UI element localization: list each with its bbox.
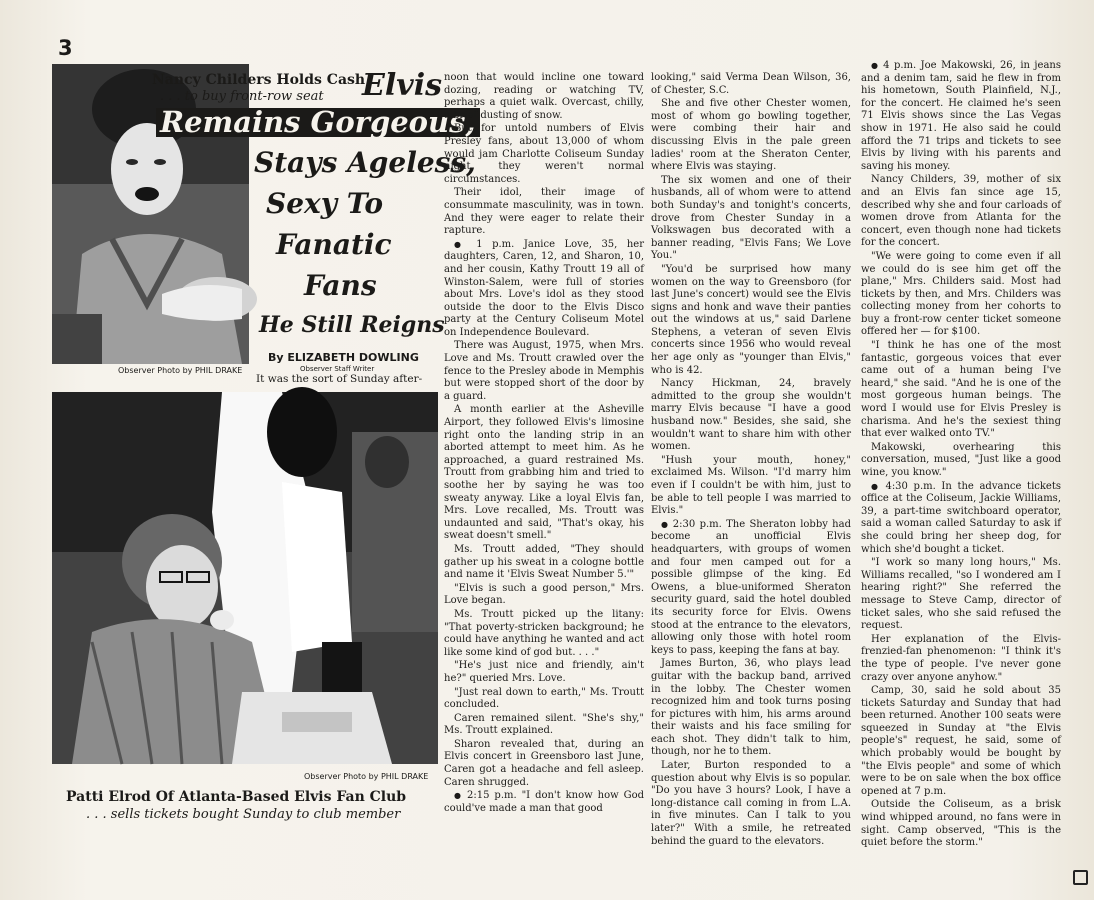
photo2-credit: Observer Photo by PHIL DRAKE: [304, 772, 429, 781]
headline-line-3: Stays Ageless,: [254, 146, 476, 179]
article-paragraph: Nancy Hickman, 24, bravely admitted to the group she wouldn't marry Elvis because "I have a good husband now." Besides, she said, she wouldn't want to share him with other women.: [651, 378, 851, 453]
article-paragraph: A month earlier at the Asheville Airport, they followed Elvis's limosine right onto the landing strip in an aborted attempt to meet him. As he approached, a guard restrained Ms. Troutt from grabbing him and tried to soothe her by saying he was too sweaty anyway. Like a loyal Elvis fan, Mrs. Love recalled, Ms. Troutt was undaunted and said, "That's okay, his sweat doesn't smell.": [444, 404, 644, 542]
article-paragraph: Camp, 30, said he sold about 35 tickets Saturday and Sunday that had been returned. Another 100 seats were squeezed in Sunday at "the Elvis people's" request, he said, some of which probably would be bought by "the Elvis people" and some of which were to be on sale when the box office opened at 7 p.m.: [861, 685, 1061, 797]
photo1-credit: Observer Photo by PHIL DRAKE: [118, 366, 243, 375]
headline-line-7: He Still Reigns: [259, 312, 445, 338]
article-paragraph: "I work so many long hours," Ms. Williams recalled, "so I wondered am I hearing right?" She referred the message to Steve Camp, director of ticket sales, who she said refused the request.: [861, 557, 1061, 632]
article-paragraph: ● 4 p.m. Joe Makowski, 26, in jeans and a denim tam, said he flew in from his hometown, South Plainfield, N.J., for the concert. He claimed he's seen 71 Elvis shows since the Las Vegas show in 1971. He also said he could afford the 71 trips and tickets to see Elvis by living with his parents and saving his money.: [861, 60, 1061, 173]
headline-line-2: Remains Gorgeous,: [156, 108, 480, 137]
article-paragraph: "Hush your mouth, honey," exclaimed Ms. Wilson. "I'd marry him even if I couldn't be with him, just to be able to tell people I was married to Elvis.": [651, 454, 851, 517]
article-paragraph: "I think he has one of the most fantastic, gorgeous voices that ever came out of a human being I've heard," she said. "And he is one of the most gorgeous human beings. The word I would use for Elvis Presley is charisma. And he's the sexiest thing that ever walked onto TV.": [861, 340, 1061, 440]
article-paragraph: Her explanation of the Elvis-frenzied-fan phenomenon: "I think it's the type of people. I've never gone crazy over anyone anyhow.": [861, 633, 1061, 683]
article-column-3: [861, 60, 1061, 849]
lede-line: It was the sort of Sunday after-: [256, 373, 423, 385]
article-paragraph: But for untold numbers of Elvis Presley fans, about 13,000 of whom would jam Charlotte Coliseum Sunday night, they weren't normal circumstances.: [444, 123, 644, 185]
article-paragraph: ● 2:15 p.m. "I don't know how God could've made a man that good: [444, 790, 644, 815]
article-paragraph: noon that would incline one toward dozing, reading or watching TV, perhaps a quiet walk. Overcast, chilly, a brief dusting of snow.: [444, 72, 644, 121]
photo-caption-italic: . . . sells tickets bought Sunday to club member: [86, 807, 401, 822]
article-column-1: [444, 72, 644, 842]
article-paragraph: There was August, 1975, when Mrs. Love and Ms. Troutt crawled over the fence to the Presley abode in Memphis but were stopped short of the door by a guard.: [444, 340, 644, 402]
headline-line-1: Elvis: [362, 68, 442, 103]
article-paragraph: "He's just nice and friendly, ain't he?" queried Mrs. Love.: [444, 660, 644, 684]
article-paragraph: Sharon revealed that, during an Elvis concert in Greensboro last June, Caren got a headache and fell asleep. Caren shrugged.: [444, 738, 644, 788]
article-paragraph: ● 1 p.m. Janice Love, 35, her daughters, Caren, 12, and Sharon, 10, and her cousin, Kathy Troutt 19 all of Winston-Salem, were full of stories about Mrs. Love's idol as they stood outside the door to the Elvis Disco party at the Century Coliseum Motel on Independence Boulevard.: [444, 239, 644, 340]
kicker-bold: Nancy Childers Holds Cash: [152, 72, 366, 88]
article-paragraph: She and five other Chester women, most of whom go bowling together, were combing their hair and discussing Elvis in the pale green ladies' room at the Sheraton Center, where Elvis was staying.: [651, 98, 851, 173]
byline: By ELIZABETH DOWLING: [268, 351, 419, 364]
article-paragraph: "Elvis is such a good person," Mrs. Love began.: [444, 582, 644, 607]
headline-line-5: Fanatic: [276, 228, 392, 261]
photo-patti-elrod: [52, 392, 438, 764]
article-paragraph: "Just real down to earth," Ms. Troutt concluded.: [444, 686, 644, 711]
article-paragraph: James Burton, 36, who plays lead guitar with the backup band, arrived in the lobby. The Chester women recognized him and took turns posing for pictures with him, his arms around their waists and his face smiling for each shot. They didn't talk to him, though, nor he to them.: [651, 658, 851, 758]
byline-title: Observer Staff Writer: [300, 365, 375, 373]
headline-line-6: Fans: [304, 269, 377, 302]
corner-mark-icon: [1073, 870, 1088, 885]
article-paragraph: The six women and one of their husbands, all of whom were to attend both Sunday's and tonight's concerts, drove from Chester Sunday in a Volkswagen bus decorated with a banner reading, "Elvis Fans; We Love You.": [651, 174, 851, 262]
article-paragraph: ● 4:30 p.m. In the advance tickets office at the Coliseum, Jackie Williams, 39, a part-time switchboard operator, said a woman called Saturday to ask if she could bring her sheep dog, for which she'd bought a ticket.: [861, 481, 1061, 557]
article-paragraph: "You'd be surprised how many women on the way to Greensboro (for last June's concert) would see the Elvis signs and honk and wave their panties out the windows at us," said Darlene Stephens, a veteran of seven Elvis concerts since 1956 who would reveal her age only as "younger than Elvis," who is 42.: [651, 263, 851, 376]
headline-line-4: Sexy To: [266, 187, 384, 220]
article-paragraph: Their idol, their image of consummate masculinity, was in town. And they were eager to relate their rapture.: [444, 187, 644, 237]
kicker-italic: . . . to buy front-row seat: [160, 89, 324, 104]
article-column-2: [651, 72, 851, 847]
article-paragraph: Makowski, overhearing this conversation, mused, "Just like a good wine, you know.": [861, 441, 1061, 478]
article-paragraph: "We were going to come even if all we could do is see him get off the plane," Mrs. Childers said. Most had tickets by then, and Mrs. Childers was collecting money from her cohorts to buy a front-row center ticket someone offered her — for $100.: [861, 250, 1061, 338]
article-paragraph: Ms. Troutt added, "They should gather up his sweat in a cologne bottle and name it 'Elvis Sweat Number 5.'": [444, 543, 644, 581]
article-paragraph: ● 2:30 p.m. The Sheraton lobby had become an unofficial Elvis headquarters, with groups of women and four men camped out for a possible glimpse of the king. Ed Owens, a blue-uniformed Sheraton security guard, said the hotel doubled its security force for Elvis. Owens stood at the entrance to the elevators, allowing only those with hotel room keys to pass, keeping the fans at bay.: [651, 519, 851, 658]
article-paragraph: Caren remained silent. "She's shy," Ms. Troutt explained.: [444, 712, 644, 737]
article-paragraph: Outside the Coliseum, as a brisk wind whipped around, no fans were in sight. Camp observed, "This is the quiet before the storm.": [861, 799, 1061, 849]
article-paragraph: Nancy Childers, 39, mother of six and an Elvis fan since age 15, described why she and four carloads of women drove from Atlanta for the concert, even though none had tickets for the concert.: [861, 174, 1061, 249]
photo-caption-bold: Patti Elrod Of Atlanta-Based Elvis Fan Club: [66, 789, 407, 805]
page-number: 3: [58, 36, 73, 60]
article-paragraph: looking," said Verma Dean Wilson, 36, of Chester, S.C.: [651, 72, 851, 96]
article-paragraph: Ms. Troutt picked up the litany: "That poverty-stricken background; he could have anything he wanted and act like some kind of god but. . . .": [444, 608, 644, 658]
article-paragraph: Later, Burton responded to a question about why Elvis is so popular. "Do you have 3 hours? Look, I have a long-distance call coming in from L.A. in five minutes. Can I talk to you later?" With a smile, he retreated behind the guard to the elevators.: [651, 760, 851, 847]
